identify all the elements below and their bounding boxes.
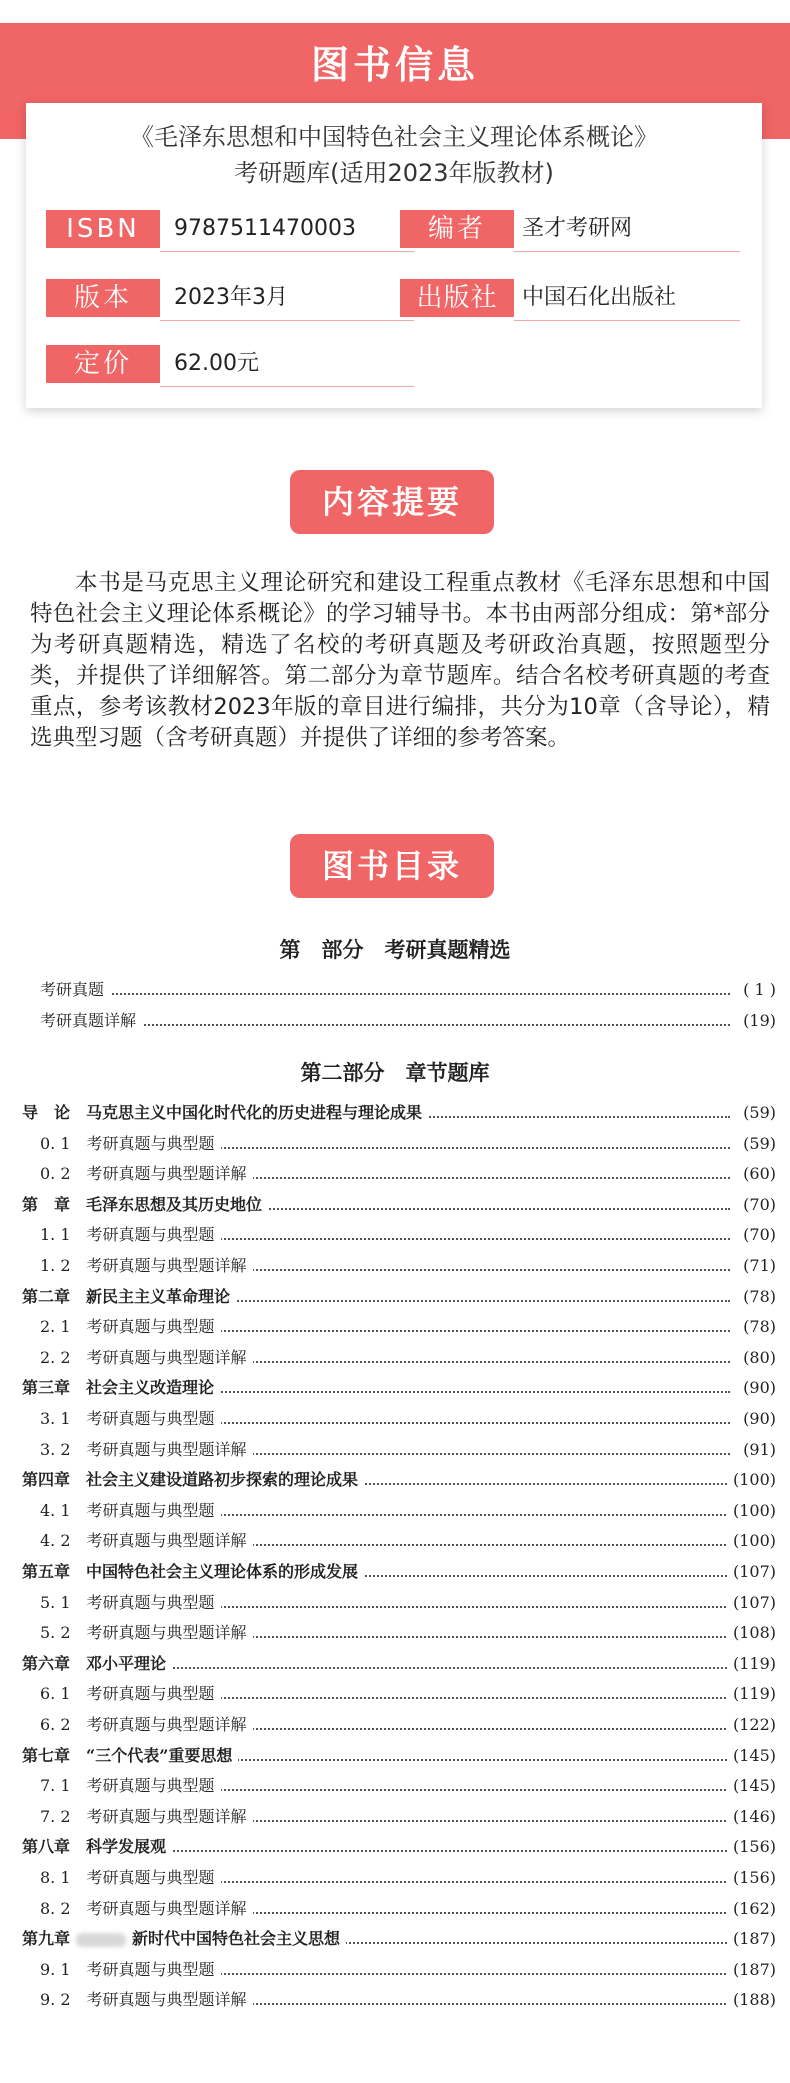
toc-entry-title: 第五章 中国特色社会主义理论体系的形成发展: [22, 1559, 364, 1585]
toc-entry-row: [0, 1222, 790, 1248]
editor-field: [400, 210, 740, 248]
toc-page-number: (100): [727, 1498, 776, 1524]
toc-entry-title: 6. 2 考研真题与典型题详解: [40, 1712, 253, 1738]
publisher-field: [400, 279, 740, 317]
toc-page-number: (78): [737, 1314, 776, 1340]
toc-page-number: (188): [727, 1987, 776, 2013]
toc-entry-title: 第八章 科学发展观: [22, 1834, 172, 1860]
toc-page-number: (145): [727, 1773, 776, 1799]
toc-page-number: (107): [727, 1590, 776, 1616]
toc-entry-title: 2. 1 考研真题与典型题: [40, 1314, 221, 1340]
toc-entry-title: 7. 2 考研真题与典型题详解: [40, 1804, 253, 1830]
divider: [160, 386, 414, 387]
divider: [160, 320, 414, 321]
header-title: 图书信息: [310, 43, 479, 87]
toc-chapter-row: [0, 1559, 790, 1585]
toc-page-number: (90): [737, 1406, 776, 1432]
toc-entry-title: 9. 1 考研真题与典型题: [40, 1957, 221, 1983]
toc-chapter-row: [0, 1467, 790, 1493]
toc-page-number: (156): [727, 1834, 776, 1860]
toc-entry-row: [0, 1865, 790, 1891]
toc-page-number: (187): [727, 1957, 776, 1983]
toc-page-number: (71): [737, 1253, 776, 1279]
toc-entry-title: 4. 2 考研真题与典型题详解: [40, 1528, 253, 1554]
toc-entry-title: 6. 1 考研真题与典型题: [40, 1681, 221, 1707]
publisher-label: 出版社: [400, 279, 514, 317]
divider: [514, 251, 740, 252]
toc-chapter-row: [0, 1284, 790, 1310]
toc-entry-title: 第二章 新民主主义革命理论: [22, 1284, 236, 1310]
toc-entry-row: [0, 1253, 790, 1279]
toc-page-number: (70): [737, 1192, 776, 1218]
toc-entry-title: 第七章 “三个代表”重要思想: [22, 1743, 238, 1769]
price-label: 定价: [46, 345, 160, 383]
toc-entry-row: [0, 1957, 790, 1983]
toc-page-number: (60): [737, 1161, 776, 1187]
toc-chapter-row: [0, 1926, 790, 1952]
toc-entry-title: 4. 1 考研真题与典型题: [40, 1498, 221, 1524]
toc-entry-title: 1. 2 考研真题与典型题详解: [40, 1253, 253, 1279]
toc-chapter-row: [0, 1375, 790, 1401]
toc-part2-heading: 第二部分 章节题库: [300, 1060, 490, 1085]
toc-entry-title: 第九章 新时代中国特色社会主义思想: [22, 1926, 346, 1952]
toc-entry-title: 考研真题详解: [40, 1008, 142, 1034]
toc-page-number: (80): [737, 1345, 776, 1371]
toc-page-number: (59): [737, 1100, 776, 1126]
book-title: 《毛泽东思想和中国特色社会主义理论体系概论》: [130, 123, 658, 151]
toc-page-number: (78): [737, 1284, 776, 1310]
toc-entry-row: [0, 1773, 790, 1799]
toc-page-number: (119): [727, 1651, 776, 1677]
leader-dots: [40, 977, 730, 995]
editor-value: 圣才考研网: [522, 216, 633, 241]
toc-entry-title: 导 论 马克思主义中国化时代化的历史进程与理论成果: [22, 1100, 428, 1126]
toc-entry-title: 0. 1 考研真题与典型题: [40, 1131, 221, 1157]
toc-entry-title: 8. 1 考研真题与典型题: [40, 1865, 221, 1891]
edition-label: 版本: [46, 279, 160, 317]
toc-chapter-row: [0, 1100, 790, 1126]
toc-entry-row: [0, 1008, 790, 1034]
toc-entry-row: [0, 1987, 790, 2013]
toc-entry-row: [0, 1681, 790, 1707]
toc-chapter-row: [0, 1192, 790, 1218]
toc-entry-title: 1. 1 考研真题与典型题: [40, 1222, 221, 1248]
toc-entry-row: [0, 1345, 790, 1371]
toc-entry-row: [0, 1804, 790, 1830]
toc-entry-row: [0, 1620, 790, 1646]
toc-entry-row: [0, 1437, 790, 1463]
divider: [514, 320, 740, 321]
toc-entry-row: [0, 1590, 790, 1616]
toc-page-number: (156): [727, 1865, 776, 1891]
toc-page-number: ( 1 ): [737, 977, 776, 1003]
toc-entry-title: 9. 2 考研真题与典型题详解: [40, 1987, 253, 2013]
edition-value: 2023年3月: [174, 285, 288, 310]
toc-page-number: (100): [727, 1467, 776, 1493]
toc-chapter-row: [0, 1651, 790, 1677]
toc-entry-row: [0, 1528, 790, 1554]
toc-page-number: (122): [727, 1712, 776, 1738]
divider: [160, 251, 414, 252]
summary-heading: 内容提要: [290, 470, 494, 534]
price-value: 62.00元: [174, 351, 259, 376]
toc-chapter-row: [0, 1743, 790, 1769]
toc-entry-title: 7. 1 考研真题与典型题: [40, 1773, 221, 1799]
toc-page-number: (108): [727, 1620, 776, 1646]
toc-entry-row: [0, 1712, 790, 1738]
toc-entry-title: 2. 2 考研真题与典型题详解: [40, 1345, 253, 1371]
book-subtitle: 考研题库(适用2023年版教材): [234, 159, 554, 187]
toc-page-number: (145): [727, 1743, 776, 1769]
toc-chapter-row: [0, 1834, 790, 1860]
toc-entry-row: [0, 1896, 790, 1922]
toc-entry-title: 3. 1 考研真题与典型题: [40, 1406, 221, 1432]
isbn-value: 9787511470003: [174, 216, 356, 241]
toc-entry-row: [0, 1314, 790, 1340]
book-info-card: [26, 103, 762, 408]
toc-part1-heading: 第 部分 考研真题精选: [279, 937, 511, 962]
toc-page-number: (91): [737, 1437, 776, 1463]
toc-page-number: (187): [727, 1926, 776, 1952]
redacted-text: [76, 1933, 126, 1947]
summary-text: 本书是马克思主义理论研究和建设工程重点教材《毛泽东思想和中国特色社会主义理论体系概论》的学习辅导书。本书由两部分组成：第*部分为考研真题精选，精选了名校的考研真题及考研政治真题，按照题型分类，并提供了详细解答。第二部分为章节题库。结合名校考研真题的考查重点，参考该教材2023年版的章目进行编排，共分为10章（含导论），精选典型习题（含考研真题）并提供了详细的参考答案。: [30, 570, 770, 751]
toc-entry-row: [0, 1498, 790, 1524]
toc-entry-title: 第 章 毛泽东思想及其历史地位: [22, 1192, 268, 1218]
toc-entry-title: 0. 2 考研真题与典型题详解: [40, 1161, 253, 1187]
edition-field: [46, 279, 414, 317]
toc-page-number: (119): [727, 1681, 776, 1707]
toc-page-number: (59): [737, 1131, 776, 1157]
isbn-field: [46, 210, 414, 248]
toc-entry-title: 第三章 社会主义改造理论: [22, 1375, 220, 1401]
toc-heading: 图书目录: [290, 834, 494, 898]
price-field: [46, 345, 414, 383]
toc-entry-row: [0, 977, 790, 1003]
toc-entry-title: 8. 2 考研真题与典型题详解: [40, 1896, 253, 1922]
toc-page-number: (90): [737, 1375, 776, 1401]
toc-entry-title: 第四章 社会主义建设道路初步探索的理论成果: [22, 1467, 364, 1493]
toc-page-number: (162): [727, 1896, 776, 1922]
toc-page-number: (107): [727, 1559, 776, 1585]
toc-entry-title: 考研真题: [40, 977, 110, 1003]
toc-entry-row: [0, 1161, 790, 1187]
toc-entry-row: [0, 1131, 790, 1157]
publisher-value: 中国石化出版社: [522, 285, 677, 310]
toc-entry-row: [0, 1406, 790, 1432]
toc-entry-title: 5. 1 考研真题与典型题: [40, 1590, 221, 1616]
leader-dots: [40, 1008, 730, 1026]
toc-entry-title: 3. 2 考研真题与典型题详解: [40, 1437, 253, 1463]
toc-entry-title: 5. 2 考研真题与典型题详解: [40, 1620, 253, 1646]
toc-page-number: (100): [727, 1528, 776, 1554]
isbn-label: ISBN: [46, 210, 160, 248]
toc-page-number: (70): [737, 1222, 776, 1248]
toc-page-number: (19): [737, 1008, 776, 1034]
toc-page-number: (146): [727, 1804, 776, 1830]
toc-entry-title: 第六章 邓小平理论: [22, 1651, 172, 1677]
editor-label: 编者: [400, 210, 514, 248]
